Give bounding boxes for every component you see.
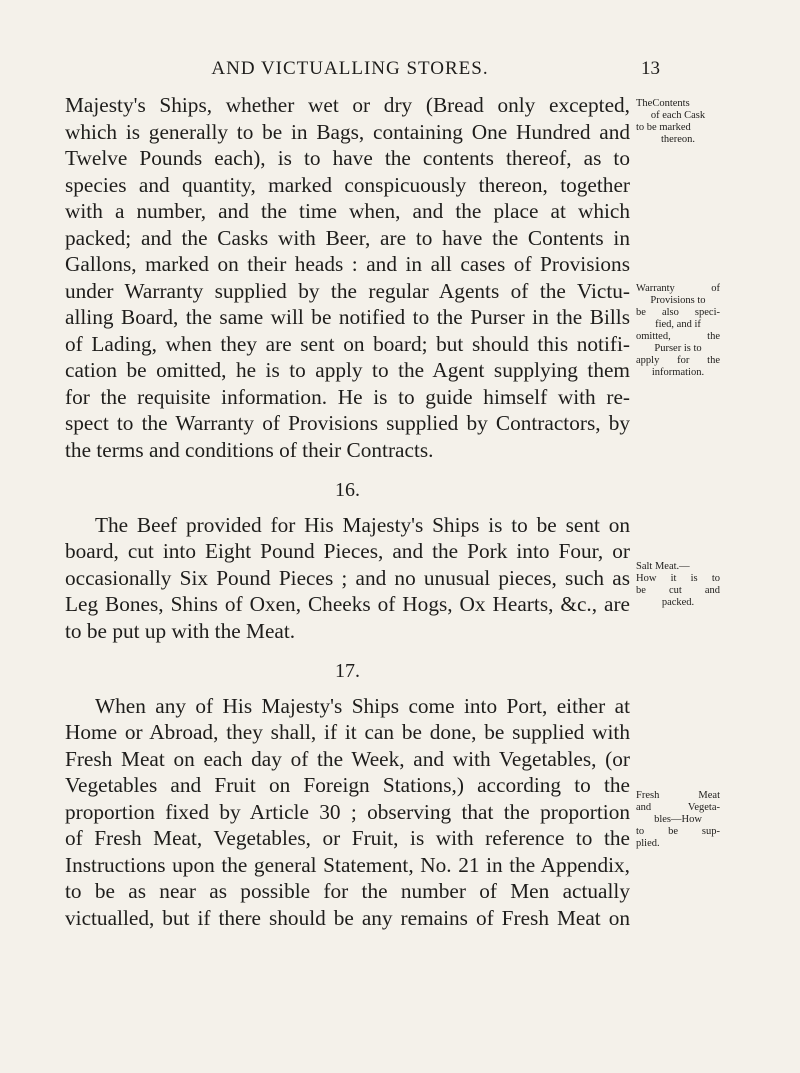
- text-line: Vegetables and Fruit on Foreign Stations,) according to the: [65, 773, 630, 797]
- margin-line: Provisions to: [650, 295, 706, 306]
- margin-line: to be sup-: [636, 826, 720, 837]
- text-line: to be as near as possible for the number of Men actually: [65, 879, 630, 903]
- text-line: to be put up with the Meat.: [65, 618, 296, 643]
- margin-line: thereon.: [660, 134, 696, 145]
- text-line: proportion fixed by Article 30 ; observing that the proportion: [65, 799, 630, 824]
- text-line: of Fresh Meat, Vegetables, or Fruit, is with reference to the: [65, 826, 630, 850]
- margin-line: TheContents: [636, 98, 690, 109]
- margin-line: Purser is to: [654, 343, 702, 354]
- margin-line: Warranty of: [636, 283, 720, 294]
- margin-line: and Vegeta-: [636, 802, 720, 813]
- margin-line: apply for the: [636, 355, 720, 366]
- text-line: spect to the Warranty of Provisions supplied by Contractors, by: [65, 411, 630, 435]
- text-line: Home or Abroad, they shall, if it can be done, be supplied with: [65, 720, 630, 744]
- running-head: [40, 58, 660, 88]
- text-line: for the requisite information. He is to guide himself with re-: [65, 384, 630, 409]
- section-number-16: 16.: [335, 479, 360, 501]
- page-number: 13: [641, 58, 660, 79]
- text-line: Gallons, marked on their heads : and in all cases of Provisions: [65, 252, 630, 276]
- body-text: [65, 92, 630, 931]
- margin-line: be cut and: [636, 585, 720, 596]
- text-line: alling Board, the same will be notified to the Purser in the Bills: [65, 305, 630, 329]
- text-line: packed; and the Casks with Beer, are to have the Contents in: [65, 225, 630, 250]
- margin-note-warranty: [636, 283, 720, 379]
- text-line: species and quantity, marked conspicuously thereon, together: [65, 172, 630, 197]
- margin-line: information.: [651, 367, 705, 378]
- text-line: Twelve Pounds each), is to have the contents thereof, as to: [65, 146, 630, 170]
- margin-note-fresh-meat: [636, 790, 720, 850]
- margin-line: Salt Meat.—: [636, 561, 690, 572]
- margin-line: fied, and if: [655, 319, 701, 330]
- text-line: board, cut into Eight Pound Pieces, and the Pork into Four, or: [65, 539, 630, 563]
- margin-line: omitted, the: [636, 331, 720, 342]
- text-line: of Lading, when they are sent on board; but should this notifi-: [65, 331, 630, 356]
- margin-line: to be marked: [636, 122, 691, 133]
- running-title: AND VICTUALLING STORES.: [211, 58, 489, 79]
- text-line: occasionally Six Pound Pieces ; and no unusual pieces, such as: [65, 565, 630, 590]
- text-line: the terms and conditions of their Contracts.: [65, 437, 434, 462]
- text-line: Instructions upon the general Statement, No. 21 in the Appendix,: [65, 852, 630, 877]
- margin-note-contents: [636, 98, 720, 146]
- margin-note-salt-meat: [636, 561, 720, 609]
- margin-line: Fresh Meat: [636, 790, 720, 801]
- text-line: victualled, but if there should be any remains of Fresh Meat on: [65, 905, 630, 930]
- paragraph-section-17: [65, 693, 630, 932]
- margin-line: be also speci-: [636, 307, 720, 318]
- section-number-17: 17.: [335, 660, 360, 682]
- margin-line: packed.: [661, 597, 695, 608]
- text-line: with a number, and the time when, and the place at which: [65, 199, 630, 223]
- paragraph-section-16: [65, 512, 630, 645]
- text-line: The Beef provided for His Majesty's Ships is to be sent on: [95, 512, 630, 537]
- text-line: Fresh Meat on each day of the Week, and with Vegetables, (or: [65, 746, 630, 771]
- text-line: cation be omitted, he is to apply to the Agent supplying them: [65, 358, 630, 382]
- margin-line: of each Cask: [650, 110, 706, 121]
- margin-line: plied.: [636, 838, 660, 849]
- text-line: under Warranty supplied by the regular Agents of the Victu-: [65, 278, 630, 303]
- text-line: Majesty's Ships, whether wet or dry (Bread only excepted,: [65, 93, 630, 117]
- text-line: When any of His Majesty's Ships come into Port, either at: [95, 693, 630, 718]
- text-line: Leg Bones, Shins of Oxen, Cheeks of Hogs, Ox Hearts, &c., are: [65, 592, 630, 616]
- margin-line: How it is to: [636, 573, 720, 584]
- paragraph-contents-of-casks: [65, 92, 630, 463]
- margin-line: bles—How: [654, 814, 702, 825]
- text-line: which is generally to be in Bags, containing One Hundred and: [65, 119, 630, 144]
